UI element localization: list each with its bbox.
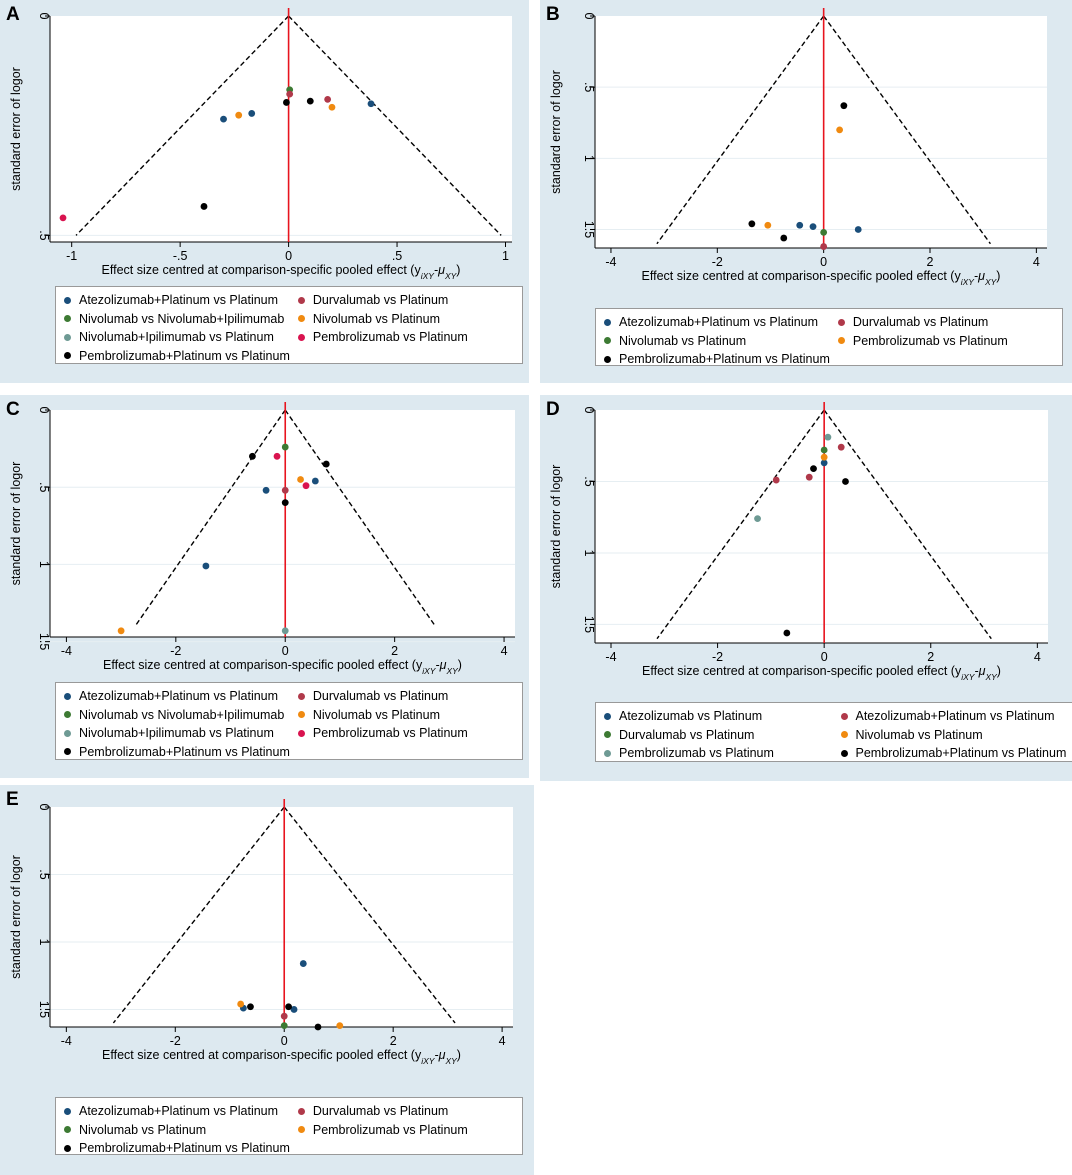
legend-marker — [64, 297, 71, 304]
x-axis-label-part: -μ — [433, 263, 445, 277]
legend-marker — [64, 693, 71, 700]
legend-item — [604, 707, 833, 726]
y-tick-label: 1.5 — [582, 220, 596, 239]
x-axis-label — [102, 263, 461, 281]
legend-item — [64, 1102, 290, 1121]
legend-label: Pembrolizumab vs Platinum — [619, 746, 774, 760]
data-point-pembro — [274, 453, 281, 460]
x-axis-label-part: ) — [456, 1048, 461, 1062]
x-axis-label-part: -μ — [974, 664, 986, 678]
data-point-nivo — [329, 104, 336, 111]
x-axis-label-part: ) — [457, 658, 462, 672]
data-point-nivo — [836, 126, 843, 133]
data-point-atezo-plat — [368, 100, 375, 107]
legend-marker — [604, 337, 611, 344]
x-tick-label: -2 — [170, 644, 182, 658]
funnel-plot-panel-e — [0, 785, 534, 1175]
data-point-pembro-plat — [315, 1024, 322, 1031]
y-axis-label: standard error of logor — [9, 855, 23, 979]
x-tick-label: -4 — [60, 644, 72, 658]
legend-label: Pembrolizumab+Platinum vs Platinum — [79, 744, 290, 759]
legend-item — [841, 726, 1070, 745]
x-axis-label-part: XY — [985, 672, 997, 682]
x-tick-label: 0 — [820, 650, 828, 664]
data-point-atezo-plat-d — [773, 477, 780, 484]
legend-item — [64, 724, 290, 743]
x-axis-label-part: ) — [456, 263, 461, 277]
legend-marker — [298, 334, 305, 341]
data-point-atezo-plat-d — [806, 474, 813, 481]
x-tick-label: 0 — [820, 255, 828, 269]
data-point-atezo-plat — [220, 116, 227, 123]
y-tick-label: .5 — [37, 869, 51, 880]
legend-marker — [298, 1108, 305, 1115]
plot-area — [50, 410, 515, 637]
x-axis-label-part: iXY — [960, 277, 974, 287]
plot-area — [595, 410, 1048, 643]
x-tick-label: 2 — [926, 255, 934, 269]
legend-item — [298, 1102, 514, 1121]
x-axis-label-part: Effect size centred at comparison-specific pooled effect (y — [642, 664, 962, 678]
legend-marker — [64, 748, 71, 755]
data-point-pembro — [60, 214, 67, 221]
data-point-pembro-plat — [840, 102, 847, 109]
data-point-atezo-plat — [248, 110, 255, 117]
panel-letter-a: A — [6, 4, 20, 25]
legend-label: Atezolizumab+Platinum vs Platinum — [855, 709, 1055, 723]
data-point-pembro-plat — [283, 99, 290, 106]
plot-area — [50, 807, 513, 1027]
x-axis-label-part: -μ — [435, 658, 447, 672]
legend-label: Pembrolizumab vs Platinum — [312, 1122, 468, 1137]
y-tick-label: 1 — [582, 549, 596, 557]
legend-marker — [64, 334, 71, 341]
y-tick-label: 0 — [582, 406, 596, 414]
data-point-pembro-plat — [282, 499, 289, 506]
x-axis-label — [642, 269, 1001, 287]
legend-label: Pembrolizumab+Platinum vs Platinum — [619, 352, 830, 366]
data-point-atezo-plat — [312, 478, 319, 485]
panel-letter-e: E — [6, 789, 19, 810]
legend-marker — [604, 713, 611, 720]
legend-label: Pembrolizumab vs Platinum — [312, 726, 468, 740]
data-point-pembro-plat — [285, 1003, 292, 1010]
legend-marker — [64, 1126, 71, 1133]
legend-label: Nivolumab vs Nivolumab+Ipilimumab — [79, 707, 285, 722]
legend-marker — [64, 352, 71, 359]
data-point-pembro-plat — [780, 235, 787, 242]
legend-item — [298, 706, 514, 725]
x-axis-label-part: XY — [444, 271, 457, 281]
plot-area — [595, 16, 1047, 248]
legend-item — [64, 1121, 290, 1140]
data-point-nivo — [237, 1001, 244, 1008]
legend-item — [298, 1121, 514, 1140]
legend-label: Pembrolizumab vs Platinum — [312, 330, 468, 344]
plot-area — [50, 16, 512, 242]
x-tick-label: -2 — [712, 650, 724, 664]
legend-item — [64, 687, 290, 706]
data-point-nivo — [297, 476, 304, 483]
legend-marker — [64, 711, 71, 718]
y-tick-label: 0 — [37, 406, 51, 414]
funnel-plot-panel-b — [540, 0, 1072, 383]
x-axis-label-part: iXY — [422, 666, 436, 676]
data-point-nivo — [118, 627, 125, 634]
data-point-atezo-plat — [810, 223, 817, 230]
data-point-nivo-nivoipi — [282, 444, 289, 451]
legend-label: Nivolumab vs Platinum — [855, 727, 983, 742]
legend-marker — [64, 730, 71, 737]
x-axis-label-part: Effect size centred at comparison-specific pooled effect (y — [101, 263, 421, 277]
y-axis-label: standard error of logor — [9, 461, 23, 586]
legend-item — [604, 332, 830, 351]
legend-label: Atezolizumab vs Platinum — [619, 709, 763, 723]
legend-item — [64, 706, 290, 725]
data-point-pembro-plat — [810, 465, 817, 472]
x-axis-label-part: ) — [996, 269, 1001, 283]
legend-marker — [838, 319, 845, 326]
x-axis-label-part: iXY — [421, 1056, 435, 1066]
data-point-durva — [820, 243, 827, 250]
legend-label: Atezolizumab+Platinum vs Platinum — [79, 293, 279, 307]
legend-b — [595, 308, 1063, 366]
y-axis-label: standard error of logor — [549, 70, 563, 194]
x-axis-label-part: XY — [445, 1056, 457, 1066]
data-point-nivoipi-plat — [282, 627, 289, 634]
data-point-pembro-plat — [201, 203, 208, 210]
legend-marker — [841, 750, 848, 757]
x-axis-label-part: XY — [984, 277, 997, 287]
legend-marker — [604, 319, 611, 326]
x-tick-label: -4 — [60, 1034, 72, 1048]
data-point-nivo — [235, 112, 242, 119]
y-tick-label: .5 — [582, 476, 596, 487]
y-axis-label: standard error of logor — [9, 67, 23, 191]
x-axis-label-part: -μ — [973, 269, 985, 283]
legend-label: Nivolumab vs Nivolumab+Ipilimumab — [79, 311, 285, 326]
legend-label: Nivolumab+Ipilimumab vs Platinum — [79, 330, 274, 344]
legend-item — [841, 707, 1070, 726]
legend-item — [604, 726, 833, 745]
legend-marker — [298, 297, 305, 304]
legend-label: Pembrolizumab+Platinum vs Platinum — [79, 348, 290, 363]
x-tick-label: 4 — [1032, 255, 1040, 269]
legend-item — [64, 310, 290, 329]
legend-label: Durvalumab vs Platinum — [312, 689, 449, 703]
x-axis-label-part: iXY — [961, 672, 975, 682]
data-point-nivo — [764, 222, 771, 229]
legend-label: Nivolumab vs Platinum — [312, 311, 440, 326]
legend-label: Durvalumab vs Platinum — [312, 1104, 449, 1118]
legend-marker — [838, 337, 845, 344]
data-point-durva — [282, 487, 289, 494]
data-point-pembro-plat — [783, 630, 790, 637]
legend-item — [604, 313, 830, 332]
legend-label: Atezolizumab+Platinum vs Platinum — [619, 315, 819, 329]
legend-marker — [298, 730, 305, 737]
data-point-atezo-plat — [203, 563, 210, 570]
x-tick-label: 0 — [280, 1034, 288, 1048]
funnel-plot-panel-d — [540, 395, 1072, 781]
data-point-nivo — [821, 454, 828, 461]
legend-marker — [64, 1145, 71, 1152]
x-tick-label: 1 — [502, 249, 509, 263]
x-axis-label-part: Effect size centred at comparison-specific pooled effect (y — [641, 269, 961, 283]
data-point-pembro-plat — [323, 461, 330, 468]
legend-marker — [841, 713, 848, 720]
legend-item — [64, 743, 290, 762]
y-tick-label: 1 — [37, 938, 51, 946]
legend-item — [64, 1139, 290, 1158]
x-axis-label — [642, 664, 1001, 682]
data-point-durva — [281, 1013, 288, 1020]
y-tick-label: .5 — [37, 481, 51, 493]
data-point-nivo-nivoipi — [820, 229, 827, 236]
legend-label: Durvalumab vs Platinum — [619, 727, 755, 742]
x-tick-label: 2 — [927, 650, 935, 664]
data-point-pembro — [303, 482, 310, 489]
panel-letter-c: C — [6, 399, 20, 420]
legend-label: Durvalumab vs Platinum — [312, 293, 449, 307]
x-tick-label: -2 — [169, 1034, 181, 1048]
y-axis-label: standard error of logor — [549, 464, 563, 589]
legend-item — [298, 328, 514, 347]
x-axis-label — [103, 658, 462, 676]
x-axis-label — [102, 1048, 461, 1066]
legend-marker — [604, 750, 611, 757]
x-axis-label-part: iXY — [420, 271, 434, 281]
x-tick-label: -1 — [66, 249, 78, 263]
legend-item — [604, 350, 830, 369]
legend-marker — [841, 731, 848, 738]
legend-item — [64, 328, 290, 347]
legend-label: Pembrolizumab vs Platinum — [852, 333, 1008, 348]
legend-marker — [298, 315, 305, 322]
data-point-atezo-plat — [263, 487, 270, 494]
data-point-atezo-plat — [300, 960, 307, 967]
legend-label: Nivolumab+Ipilimumab vs Platinum — [79, 726, 274, 740]
y-tick-label: 0 — [37, 803, 51, 811]
x-tick-label: 2 — [389, 1034, 397, 1048]
data-point-pembro-plat — [307, 98, 314, 105]
legend-item — [838, 332, 1054, 351]
x-axis-label-part: Effect size centred at comparison-specific pooled effect (y — [102, 1048, 422, 1062]
legend-d — [595, 702, 1072, 762]
x-tick-label: 4 — [1033, 650, 1041, 664]
data-point-nivo-nivoipi — [281, 1022, 288, 1029]
y-tick-label: 1.5 — [37, 632, 51, 651]
legend-marker — [298, 711, 305, 718]
y-tick-label: 0 — [582, 12, 596, 20]
data-point-pembro-plat — [842, 478, 849, 485]
x-tick-label: 2 — [391, 644, 399, 658]
panel-letter-b: B — [546, 4, 560, 25]
y-tick-label: 1.5 — [37, 1000, 51, 1019]
x-tick-label: -.5 — [172, 249, 188, 263]
legend-label: Atezolizumab+Platinum vs Platinum — [79, 1104, 279, 1118]
x-tick-label: -4 — [605, 255, 617, 269]
legend-label: Pembrolizumab+Platinum vs Platinum — [855, 746, 1067, 760]
legend-label: Nivolumab vs Platinum — [312, 707, 440, 722]
legend-item — [64, 291, 290, 310]
x-tick-label: 0 — [285, 249, 293, 263]
funnel-plot-panel-a — [0, 0, 529, 383]
legend-marker — [64, 315, 71, 322]
legend-item — [298, 291, 514, 310]
legend-item — [298, 724, 514, 743]
data-point-durva-d — [821, 447, 828, 454]
legend-label: Nivolumab vs Platinum — [619, 333, 747, 348]
legend-e — [55, 1097, 523, 1155]
x-tick-label: -4 — [605, 650, 617, 664]
legend-item — [838, 313, 1054, 332]
legend-marker — [604, 731, 611, 738]
x-axis-label-part: ) — [996, 664, 1001, 678]
y-tick-label: .5 — [582, 81, 596, 93]
legend-marker — [64, 1108, 71, 1115]
legend-label: Atezolizumab+Platinum vs Platinum — [79, 689, 279, 703]
legend-label: Pembrolizumab+Platinum vs Platinum — [79, 1141, 290, 1155]
y-tick-label: 1 — [37, 560, 51, 568]
data-point-pembro-plat — [249, 453, 256, 460]
x-tick-label: 4 — [500, 644, 508, 658]
panel-letter-d: D — [546, 399, 560, 420]
data-point-pembro-d — [824, 434, 831, 441]
legend-a — [55, 286, 523, 364]
legend-label: Nivolumab vs Platinum — [79, 1122, 207, 1137]
legend-item — [64, 347, 290, 366]
legend-marker — [604, 356, 611, 363]
legend-item — [604, 744, 833, 763]
funnel-plot-panel-c — [0, 395, 529, 778]
legend-item — [298, 310, 514, 329]
x-tick-label: -2 — [711, 255, 723, 269]
x-tick-label: 4 — [498, 1034, 506, 1048]
x-axis-label-part: XY — [446, 666, 458, 676]
legend-marker — [298, 693, 305, 700]
data-point-durva — [286, 91, 293, 98]
legend-c — [55, 682, 523, 760]
y-tick-label: .5 — [37, 230, 51, 241]
x-axis-label-part: -μ — [434, 1048, 446, 1062]
data-point-atezo-plat — [855, 226, 862, 233]
data-point-atezo-plat-d — [838, 444, 845, 451]
legend-item — [298, 687, 514, 706]
legend-marker — [298, 1126, 305, 1133]
y-tick-label: 1.5 — [582, 615, 596, 634]
data-point-pembro-plat — [748, 220, 755, 227]
x-axis-label-part: Effect size centred at comparison-specific pooled effect (y — [103, 658, 423, 672]
y-tick-label: 0 — [37, 12, 51, 20]
data-point-atezo-plat — [796, 222, 803, 229]
data-point-pembro-plat — [247, 1003, 254, 1010]
x-tick-label: .5 — [391, 249, 403, 263]
data-point-pembro-d — [754, 515, 761, 522]
data-point-durva — [324, 96, 331, 103]
legend-item — [841, 744, 1070, 763]
x-tick-label: 0 — [281, 644, 289, 658]
legend-label: Durvalumab vs Platinum — [852, 315, 989, 329]
data-point-nivo — [336, 1022, 343, 1029]
y-tick-label: 1 — [582, 154, 596, 162]
